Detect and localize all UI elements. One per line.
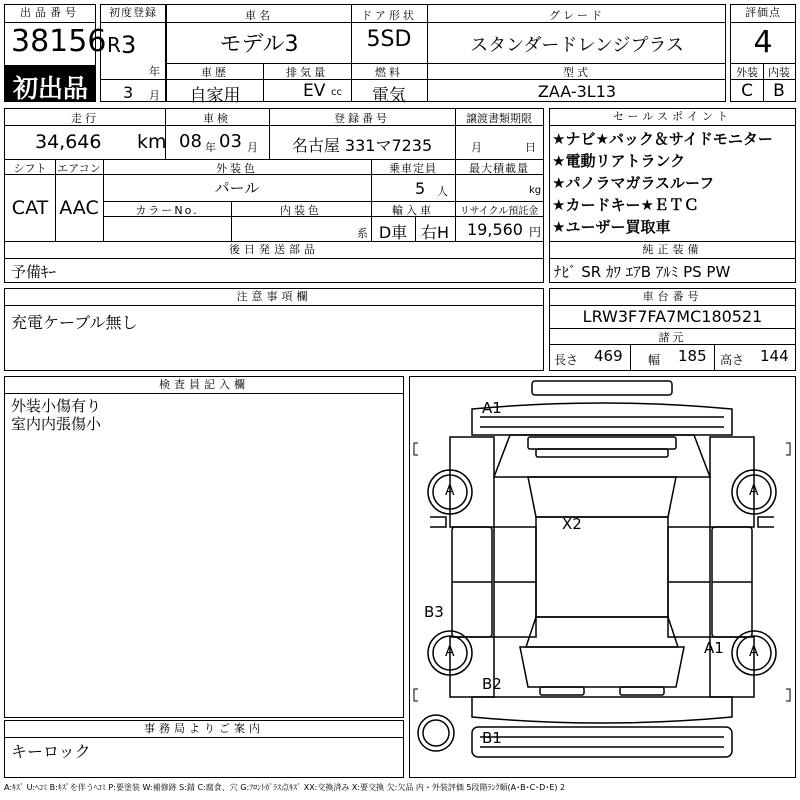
first-reg-year: 3 [121,31,137,59]
later-parts-box [4,241,544,283]
mark-b2: B2 [482,675,502,693]
equipment-box [549,241,796,283]
recycle-label: リサイクル預託金 [459,206,539,217]
inspector-box [4,376,404,718]
underbody-panel [472,727,732,757]
steering: 右H [420,223,450,242]
capacity-unit: 人 [437,185,448,198]
mark-b1: B1 [482,729,502,747]
office-box [4,720,404,778]
shift: CAT [11,197,49,219]
office-label: 事務局よりご案内 [5,721,403,738]
wheel-mark-rr: A [749,644,759,660]
interior-label: 内装 [768,66,790,79]
mileage: 34,646 [35,131,102,153]
height-label: 高さ [720,353,745,367]
lot-number-label: 出品番号 [5,5,95,23]
sales-points-label: セールスポイント [550,109,795,126]
length-label: 長さ [554,353,579,367]
ac: AAC [59,197,99,219]
mark-b3: B3 [424,603,444,621]
door-type: 5SD [366,27,412,52]
later-parts-label: 後日発送部品 [5,242,543,259]
ac-label: エアコン [57,162,101,175]
int-color-label: 内装色 [280,204,322,217]
inspection-year-unit: 年 [205,141,216,154]
import-label: 輸入車 [392,204,434,217]
capacity: 5 [415,179,426,198]
grade-label: グレード [549,9,605,22]
transfer-month-unit: 月 [471,141,482,154]
displacement: EV [303,81,326,101]
int-color-unit: 系 [357,227,368,240]
roof [536,517,668,617]
model-code-label: 型式 [563,66,591,79]
history-label: 車歴 [201,66,229,79]
recycle-unit: 円 [529,225,542,239]
sales-point-4: ★カードキー★ＥＴＣ [552,196,699,214]
wheel-mark-lf: A [445,483,455,499]
wheel-mark-rf: A [749,483,759,499]
notes-label: 注意事項欄 [5,289,543,306]
exterior-label: 外装 [736,66,758,79]
notes-box [4,288,544,371]
fuel: 電気 [372,86,406,106]
max-load-unit: kg [529,185,542,196]
score: 4 [753,25,773,60]
inspection-month-unit: 月 [247,141,258,154]
notes-value: 充電ケーブル無し [11,313,138,332]
chassis-box [549,288,796,371]
first-reg-label: 初度登録 [101,5,165,23]
inspection-month: 03 [219,131,242,152]
rear-glass [526,617,678,647]
trunk [520,647,684,687]
car-name: モデル3 [219,32,299,57]
plate-label: 登録番号 [334,112,390,125]
office-value: キーロック [11,742,91,761]
sales-point-3: ★パノラマガラスルーフ [552,174,715,192]
chassis-label: 車台番号 [550,289,795,306]
ext-color: パール [214,179,260,197]
plate-number: 名古屋 331マ7235 [291,136,433,155]
dimensions-label: 諸元 [658,331,687,344]
first-registration-box [100,4,166,102]
max-load-label: 最大積載量 [469,162,529,175]
mark-a1-right: A1 [704,639,724,657]
mark-a1-front: A1 [482,399,502,417]
sales-point-1: ★ナビ★バック＆サイドモニター [552,130,773,148]
windshield [528,477,676,517]
color-no-label: カラーNo. [135,204,199,217]
legend: A:ｷｽﾞ U:ﾍｺﾐ B:ｷｽﾞを伴うﾍｺﾐ P:要塗装 W:補修跡 S:錆 C:腐食、穴 G:ﾌﾛﾝﾄｶﾞﾗｽ点ｷｽﾞ XX:交換済み X:要交換 ⽋:⽋品 内・外装評価 5段階ﾗﾝｸ順(A･B･C･D･E) 2 [4,783,566,792]
car-diagram [409,376,796,778]
front-bumper [472,403,732,435]
chassis-number: LRW3F7FA7MC180521 [582,307,763,326]
details-table [4,108,544,242]
equipment-value: ﾅﾋﾞ SR ｶﾜ ｴｱB ｱﾙﾐ PS PW [554,263,731,281]
recycle-fee: 19,560 [467,220,523,239]
door-label: ドア形状 [361,9,417,22]
era: R [107,33,121,57]
inspection-label: 車検 [203,112,231,125]
rear-bumper [472,697,732,723]
displacement-unit: cc [331,87,342,98]
inspector-line-2: 室内内張傷小 [11,415,102,433]
month-unit: 月 [149,89,160,102]
sales-points-box [549,108,796,242]
year-unit: 年 [149,65,160,78]
inspection-year: 08 [179,131,202,152]
score-label: 評価点 [731,5,795,23]
inspector-label: 検査員記入欄 [5,377,403,394]
lot-number: 38156 [11,24,107,59]
interior-grade: B [773,81,785,101]
displacement-label: 排気量 [286,66,328,79]
transfer-label: 譲渡書類期限 [466,112,532,125]
width-value: 185 [678,347,707,365]
sales-point-5: ★ユーザー買取車 [552,218,671,236]
fuel-label: 燃料 [375,66,403,79]
mileage-label: 走行 [71,112,99,125]
score-box [730,4,796,102]
first-reg-month: 3 [123,83,134,102]
sales-point-2: ★電動リアトランク [552,152,686,170]
shift-label: シフト [13,162,47,175]
first-listing-text: 初出品 [13,74,89,103]
car-name-label: 車名 [245,9,273,22]
ext-color-label: 外装色 [216,162,258,175]
vehicle-main-box [166,4,726,106]
grade: スタンダードレンジプラス [470,35,684,56]
model-code: ZAA-3L13 [537,82,617,101]
equipment-label: 純正装備 [550,242,795,259]
height-value: 144 [760,347,789,365]
lot-number-box [4,4,107,66]
width-label: 幅 [648,353,661,367]
mileage-unit: km [137,131,167,153]
transfer-day-unit: 日 [525,141,536,154]
capacity-label: 乗車定員 [389,162,437,175]
length-value: 469 [594,347,623,365]
import-type: D車 [378,223,408,242]
wheel-mark-lr: A [445,644,455,660]
mark-x2: X2 [562,515,582,533]
inspector-line-1: 外装小傷有り [11,397,102,415]
first-listing-badge [4,66,96,102]
exterior-grade: C [741,81,753,101]
later-parts-value: 予備ｷｰ [11,263,57,281]
hood [494,435,710,477]
history: 自家用 [189,86,241,106]
